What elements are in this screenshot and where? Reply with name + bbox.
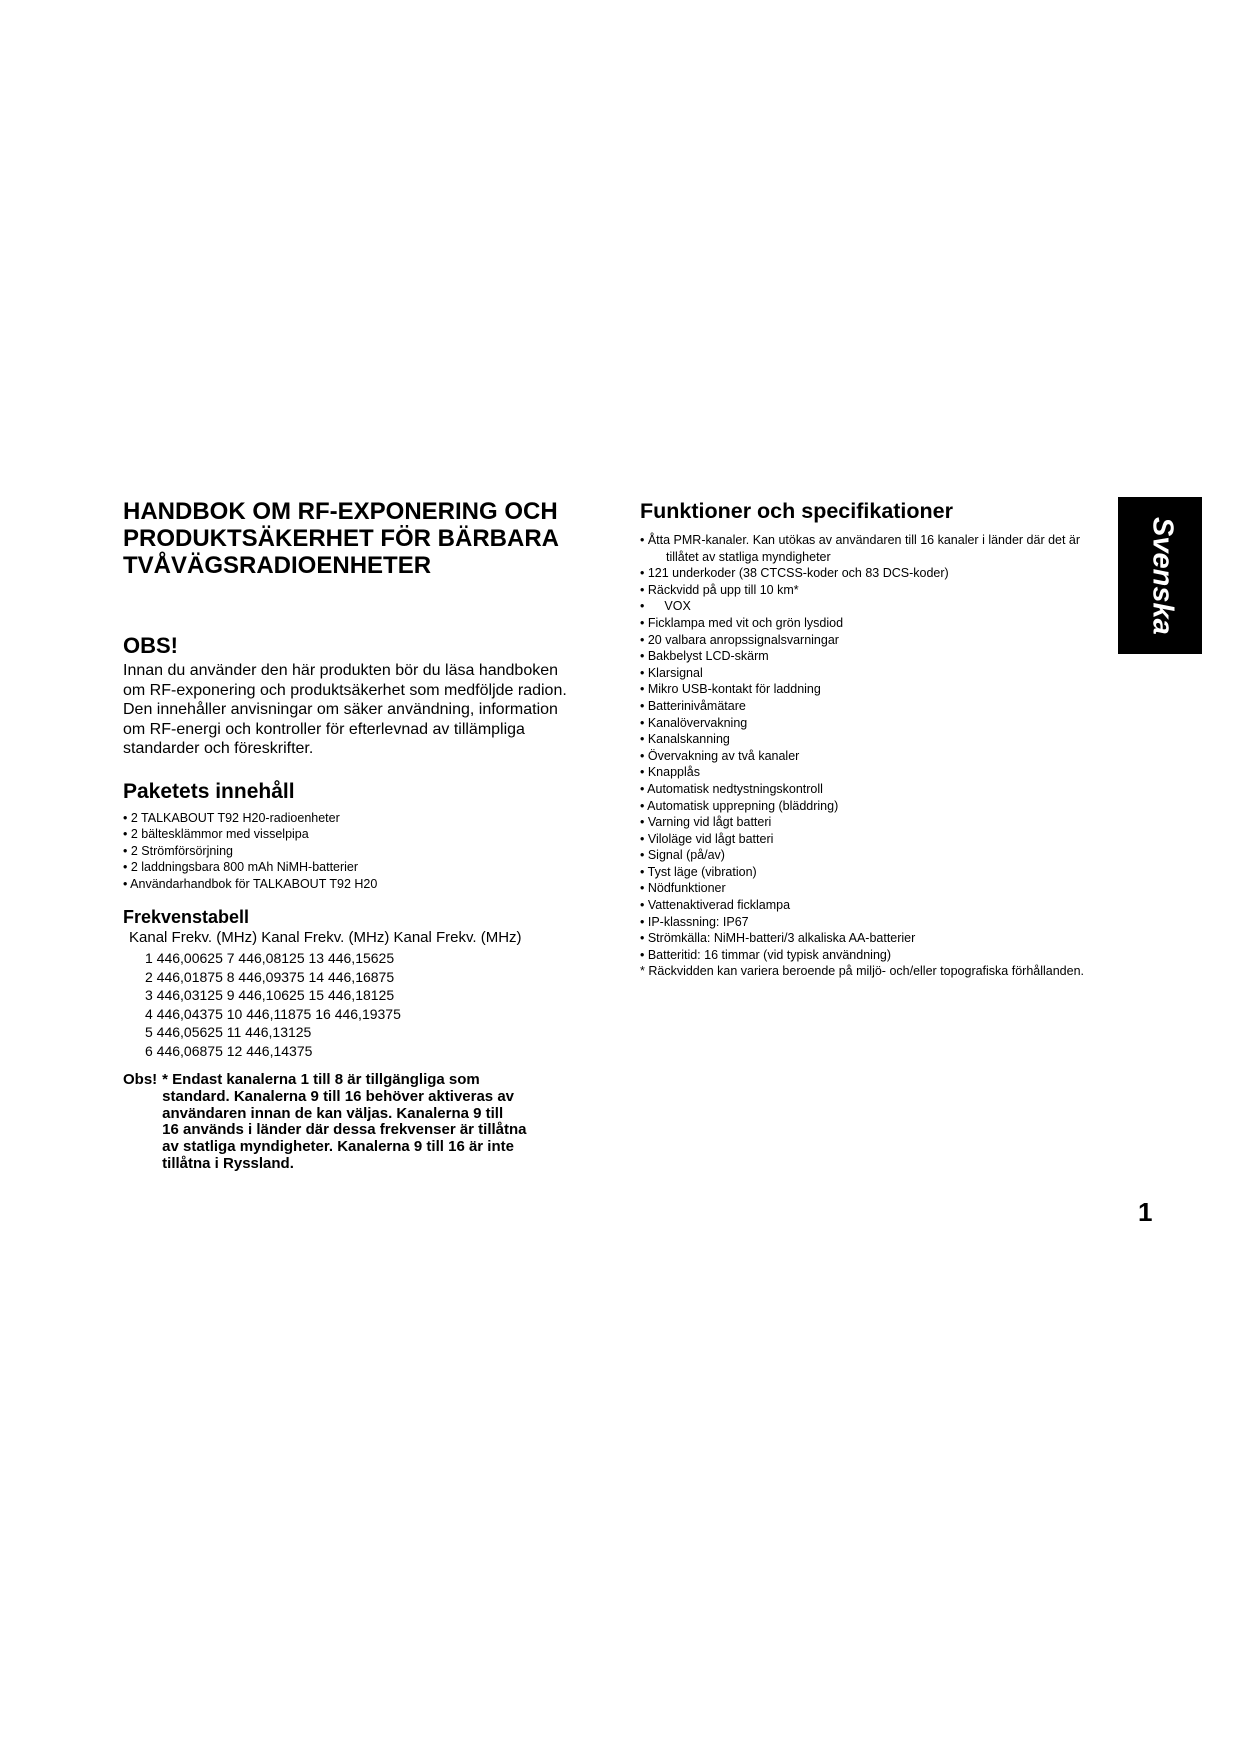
table-row: 6 446,06875 12 446,14375 bbox=[145, 1042, 313, 1059]
note-line: användaren innan de kan väljas. Kanalerna 9 till bbox=[162, 1104, 504, 1122]
list-item: • Signal (på/av) bbox=[640, 848, 725, 863]
note-line: 16 används i länder där dessa frekvenser är tillåtna bbox=[162, 1121, 527, 1139]
list-item: • Övervakning av två kanaler bbox=[640, 748, 800, 763]
list-item: • Knapplås bbox=[640, 765, 700, 780]
note-text bbox=[162, 1072, 593, 1173]
list-item: • Batterinivåmätare bbox=[640, 698, 746, 713]
language-tab bbox=[1118, 497, 1202, 654]
package-list bbox=[123, 810, 593, 893]
note-line: tillåtna i Ryssland. bbox=[162, 1154, 294, 1172]
list-item: • IP-klassning: IP67 bbox=[640, 914, 749, 929]
table-row: 1 446,00625 7 446,08125 13 446,15625 bbox=[145, 950, 395, 966]
list-item: • Användarhandbok för TALKABOUT T92 H20 bbox=[123, 876, 378, 891]
title-line: HANDBOK OM RF-EXPONERING OCH bbox=[123, 498, 558, 525]
frequency-table bbox=[145, 949, 593, 1060]
list-item: • Varning vid lågt batteri bbox=[640, 815, 772, 830]
note-label: Obs! bbox=[123, 1071, 158, 1088]
list-item: • Kanalskanning bbox=[640, 732, 730, 747]
list-item: • Åtta PMR-kanaler. Kan utökas av användaren till 16 kanaler i länder där det är tillåtet av statliga myndigheter bbox=[640, 533, 1081, 564]
obs-line: om RF-energi och kontroller för efterlevnad av tillämpliga bbox=[123, 720, 525, 738]
channel-note bbox=[123, 1072, 593, 1173]
obs-heading: OBS! bbox=[123, 633, 178, 658]
obs-line: Innan du använder den här produkten bör du läsa handboken bbox=[123, 662, 559, 679]
right-column bbox=[640, 498, 1110, 980]
obs-line: Den innehåller anvisningar om säker användning, information bbox=[123, 701, 558, 718]
title-line: TVÅVÄGSRADIOENHETER bbox=[123, 552, 432, 579]
note-line: * Endast kanalerna 1 till 8 är tillgängliga som bbox=[162, 1071, 480, 1088]
obs-paragraph bbox=[123, 661, 593, 759]
package-heading: Paketets innehåll bbox=[123, 779, 295, 803]
document-title bbox=[123, 498, 593, 579]
list-item: • Strömkälla: NiMH-batteri/3 alkaliska AA-batterier bbox=[640, 931, 916, 946]
list-item: • Ficklampa med vit och grön lysdiod bbox=[640, 615, 844, 630]
list-item: • Kanalövervakning bbox=[640, 715, 748, 730]
list-item: • 2 laddningsbara 800 mAh NiMH-batterier bbox=[123, 860, 359, 874]
list-item: • Automatisk nedtystningskontroll bbox=[640, 781, 823, 796]
features-list bbox=[640, 532, 1110, 980]
left-column bbox=[123, 498, 593, 1173]
list-item: • 121 underkoder (38 CTCSS-koder och 83 DCS-koder) bbox=[640, 566, 949, 581]
list-item: • 2 TALKABOUT T92 H20-radioenheter bbox=[123, 810, 340, 825]
obs-line: om RF-exponering och produktsäkerhet som medföljde radion. bbox=[123, 681, 567, 699]
list-item: • Mikro USB-kontakt för laddning bbox=[640, 682, 821, 697]
list-item: • Nödfunktioner bbox=[640, 881, 726, 896]
table-row: 3 446,03125 9 446,10625 15 446,18125 bbox=[145, 987, 395, 1003]
note-line: standard. Kanalerna 9 till 16 behöver aktiveras av bbox=[162, 1087, 515, 1105]
obs-line: standarder och föreskrifter. bbox=[123, 740, 314, 757]
list-item: • 2 bältesklämmor med visselpipa bbox=[123, 827, 309, 841]
list-item: • 20 valbara anropssignalsvarningar bbox=[640, 632, 839, 647]
table-row: 4 446,04375 10 446,11875 16 446,19375 bbox=[145, 1005, 401, 1022]
bullet: • bbox=[640, 599, 645, 614]
list-item: • 2 Strömförsörjning bbox=[123, 843, 233, 858]
language-tab-label: Svenska bbox=[1146, 516, 1179, 635]
list-item-vox bbox=[640, 598, 1110, 615]
frequency-table-header: Kanal Frekv. (MHz) Kanal Frekv. (MHz) Kanal Frekv. (MHz) bbox=[129, 929, 522, 946]
features-heading: Funktioner och specifikationer bbox=[640, 499, 953, 523]
list-item: • Bakbelyst LCD-skärm bbox=[640, 649, 769, 664]
frequency-heading: Frekvenstabell bbox=[123, 907, 250, 927]
vox-label: VOX bbox=[664, 599, 691, 614]
list-item: • Tyst läge (vibration) bbox=[640, 864, 757, 879]
footnote: * Räckvidden kan variera beroende på miljö- och/eller topografiska förhållanden. bbox=[640, 964, 1085, 979]
list-item: • Automatisk upprepning (bläddring) bbox=[640, 798, 839, 813]
table-row: 5 446,05625 11 446,13125 bbox=[145, 1024, 312, 1040]
list-item: • Räckvidd på upp till 10 km* bbox=[640, 582, 799, 597]
note-line: av statliga myndigheter. Kanalerna 9 till 16 är inte bbox=[162, 1138, 514, 1156]
list-item: • Viloläge vid lågt batteri bbox=[640, 831, 774, 846]
list-item: • Batteritid: 16 timmar (vid typisk användning) bbox=[640, 947, 892, 962]
table-row: 2 446,01875 8 446,09375 14 446,16875 bbox=[145, 968, 395, 985]
list-item: • Klarsignal bbox=[640, 665, 703, 680]
title-line: PRODUKTSÄKERHET FÖR BÄRBARA bbox=[123, 525, 559, 552]
list-item: • Vattenaktiverad ficklampa bbox=[640, 898, 791, 913]
page-number: 1 bbox=[1138, 1197, 1153, 1227]
